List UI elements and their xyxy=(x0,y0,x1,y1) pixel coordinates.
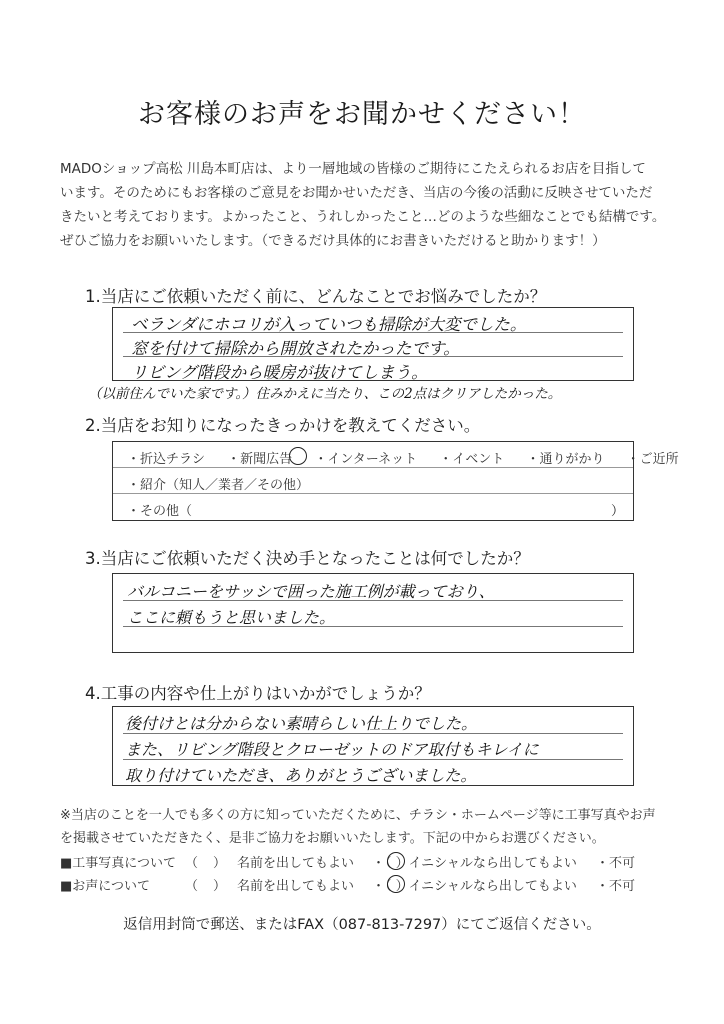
voice-consent-label: ■お声について xyxy=(60,879,151,894)
question-2: 2.当店をお知りになったきっかけを教えてください。 xyxy=(85,416,481,435)
answer-box-3[interactable] xyxy=(112,573,634,653)
photo-consent-no[interactable]: ・不可 xyxy=(596,856,636,871)
source-options-box xyxy=(112,441,679,521)
photo-consent-name[interactable]: 名前を出してもよい xyxy=(237,856,355,871)
intro-line: MADOショップ高松 川島本町店は、より一層地域の皆様のご期待にこたえられるお店を目指して xyxy=(60,161,646,177)
voice-consent-paren[interactable]: （ xyxy=(185,879,199,894)
question-1: 1.当店にご依頼いただく前に、どんなことでお悩みでしたか？ xyxy=(85,287,547,306)
answer-1-line: 窓を付けて掃除から開放されたかったです。 xyxy=(131,339,460,358)
answer-1-line: リビング階段から暖房が抜けてしまう。 xyxy=(131,363,428,382)
photo-consent-paren: ） xyxy=(213,856,227,871)
answer-box-1[interactable] xyxy=(112,307,634,381)
option-referral[interactable]: ・紹介（知人／業者／その他） xyxy=(127,478,310,493)
answer-1-note: （以前住んでいた家です。）住みかえに当たり、この2点はクリアしたかった。 xyxy=(88,386,562,402)
consent-note: を掲載させていただきたく、是非ご協力をお願いいたします。下記の中からお選びください。 xyxy=(60,831,605,846)
option-passing-by[interactable]: ・通りがかり xyxy=(526,452,605,467)
intro-line: います。そのためにもお客様のご意見をお聞かせいただき、当店の今後の活動に反映させていただ xyxy=(60,185,653,201)
voice-consent-circle-mark xyxy=(387,875,405,893)
answer-1-line: ベランダにホコリが入っていつも掃除が大変でした。 xyxy=(131,315,527,334)
photo-consent-paren[interactable]: （ xyxy=(185,856,199,871)
return-instructions: 返信用封筒で郵送、またはFAX（087-813-7297）にてご返信ください。 xyxy=(123,917,601,933)
intro-text xyxy=(60,157,675,253)
photo-consent-circle-mark xyxy=(387,852,405,870)
option-internet[interactable]: ・インターネット xyxy=(314,452,418,467)
answer-4-line: 後付けとは分からない素晴らしい仕上りでした。 xyxy=(125,714,478,733)
option-event[interactable]: ・イベント xyxy=(439,452,505,467)
answer-3-line: ここに頼もうと思いました。 xyxy=(127,608,336,627)
option-other[interactable]: ・その他（ xyxy=(127,504,193,519)
selected-circle-mark xyxy=(289,447,307,465)
page-title: お客様のお声をお聞かせください！ xyxy=(138,99,586,130)
photo-consent-label: ■工事写真について xyxy=(60,856,177,871)
answer-box-4[interactable] xyxy=(112,706,634,786)
option-flyer[interactable]: ・折込チラシ xyxy=(127,452,206,467)
option-newspaper[interactable]: ・新聞広告 xyxy=(227,452,293,467)
consent-note: ※当店のことを一人でも多くの方に知っていただくために、チラシ・ホームページ等に工事写真やお声 xyxy=(60,808,656,823)
question-4: 4.工事の内容や仕上がりはいかがでしょうか？ xyxy=(85,684,431,703)
answer-4-line: また、リビング階段とクローゼットのドア取付もキレイに xyxy=(125,740,539,759)
answer-4-line: 取り付けていただき、ありがとうございました。 xyxy=(125,766,477,785)
answer-3-line: バルコニーをサッシで囲った施工例が載っており、 xyxy=(127,582,495,601)
photo-consent-initial[interactable]: ・（ ）イニシャルなら出してもよい xyxy=(372,856,577,871)
voice-consent-paren: ） xyxy=(213,879,227,894)
intro-line: ぜひご協力をお願いいたします。（できるだけ具体的にお書きいただけると助かります！） xyxy=(60,233,606,249)
intro-line: きたいと考えております。よかったこと、うれしかったこと…どのような些細なことでも結構です。 xyxy=(60,209,666,225)
option-other-close: ） xyxy=(611,504,625,519)
source-options-row xyxy=(127,448,697,467)
voice-consent-name[interactable]: 名前を出してもよい xyxy=(237,879,355,894)
option-neighborhood[interactable]: ・ご近所 xyxy=(626,452,679,467)
question-3: 3.当店にご依頼いただく決め手となったことは何でしたか？ xyxy=(85,549,530,568)
voice-consent-initial[interactable]: ・（ ）イニシャルなら出してもよい xyxy=(372,879,577,894)
voice-consent-no[interactable]: ・不可 xyxy=(596,879,636,894)
